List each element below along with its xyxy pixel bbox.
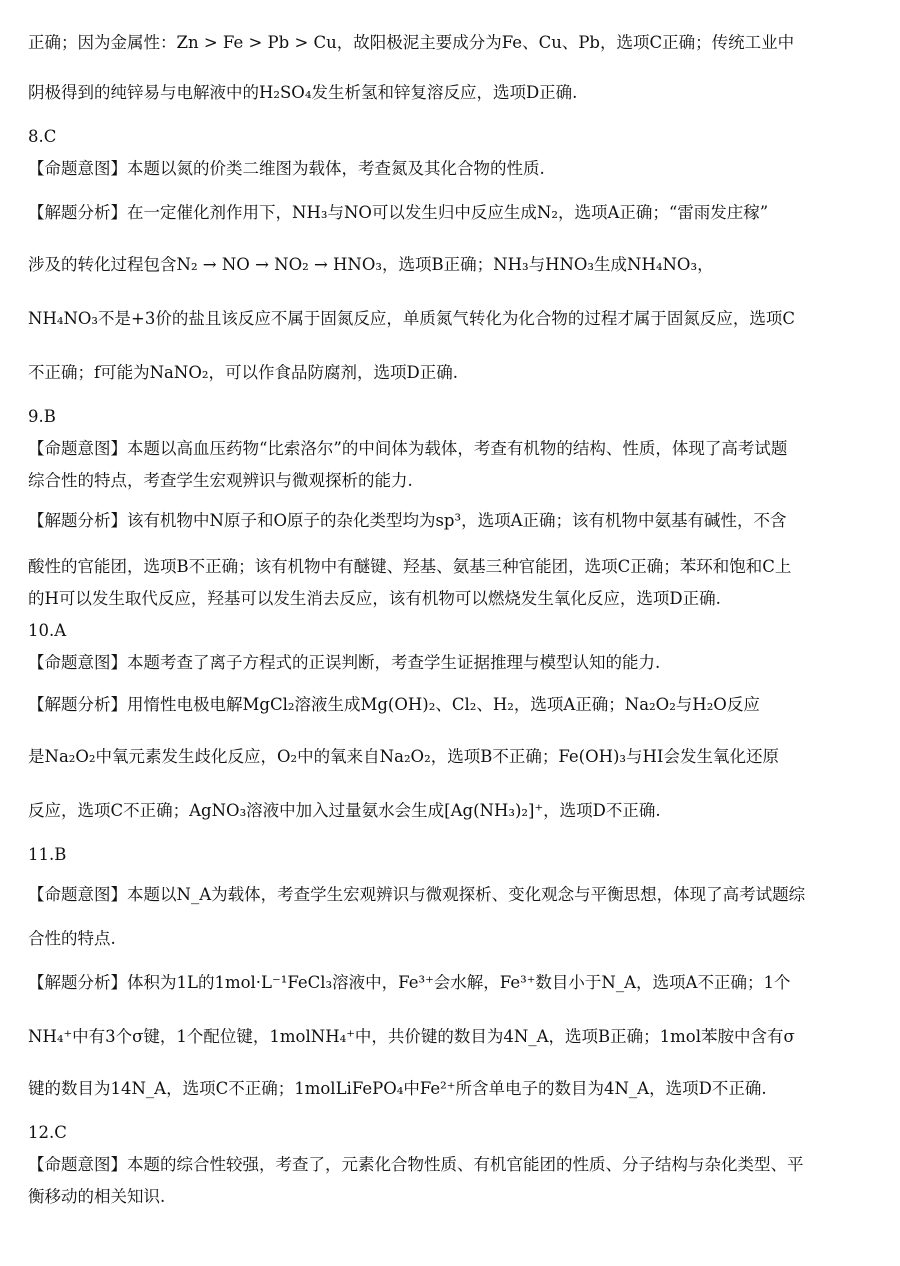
- text-line: 【解题分析】用惰性电极电解MgCl₂溶液生成Mg(OH)₂、Cl₂、H₂，选项A正确；Na₂O₂与H₂O反应: [28, 695, 760, 714]
- text-line: 键的数目为14N_A，选项C不正确；1molLiFePO₄中Fe²⁺所含单电子的数目为4N_A，选项D不正确.: [28, 1079, 767, 1098]
- answer-heading: 11.B: [28, 845, 67, 864]
- text-line: 【解题分析】体积为1L的1mol·L⁻¹FeCl₃溶液中，Fe³⁺会水解，Fe³⁺数目小于N_A，选项A不正确；1个: [28, 973, 791, 992]
- text-line: 阴极得到的纯锌易与电解液中的H₂SO₄发生析氢和锌复溶反应，选项D正确.: [28, 83, 578, 102]
- text-line: NH₄⁺中有3个σ键，1个配位键，1molNH₄⁺中，共价键的数目为4N_A，选项B正确；1mol苯胺中含有σ: [28, 1027, 795, 1046]
- answer-heading: 12.C: [28, 1123, 67, 1142]
- text-line: 【解题分析】在一定催化剂作用下，NH₃与NO可以发生归中反应生成N₂，选项A正确；“雷雨发庄稼”: [28, 203, 769, 222]
- text-line: 正确；因为金属性：Zn > Fe > Pb > Cu，故阳极泥主要成分为Fe、Cu、Pb，选项C正确；传统工业中: [28, 33, 795, 52]
- text-line: 合性的特点.: [28, 929, 116, 948]
- text-line: 【解题分析】该有机物中N原子和O原子的杂化类型均为sp³，选项A正确；该有机物中氨基有碱性，不含: [28, 511, 787, 530]
- text-line: 的H可以发生取代反应，羟基可以发生消去反应，该有机物可以燃烧发生氧化反应，选项D正确.: [28, 589, 721, 608]
- text-line: 【命题意图】本题以高血压药物“比索洛尔”的中间体为载体，考查有机物的结构、性质，体现了高考试题: [28, 439, 788, 458]
- text-line: 衡移动的相关知识.: [28, 1187, 166, 1206]
- text-line: 是Na₂O₂中氧元素发生歧化反应，O₂中的氧来自Na₂O₂，选项B不正确；Fe(OH)₃与HI会发生氧化还原: [28, 747, 779, 766]
- answer-heading: 9.B: [28, 407, 56, 426]
- text-line: 涉及的转化过程包含N₂ → NO → NO₂ → HNO₃，选项B正确；NH₃与HNO₃生成NH₄NO₃，: [28, 255, 714, 274]
- text-line: NH₄NO₃不是+3价的盐且该反应不属于固氮反应，单质氮气转化为化合物的过程才属于固氮反应，选项C: [28, 309, 795, 328]
- answer-heading: 8.C: [28, 127, 57, 146]
- text-line: 不正确；f可能为NaNO₂，可以作食品防腐剂，选项D正确.: [28, 363, 458, 382]
- text-line: 【命题意图】本题的综合性较强，考查了，元素化合物性质、有机官能团的性质、分子结构与杂化类型、平: [28, 1155, 804, 1174]
- text-line: 酸性的官能团，选项B不正确；该有机物中有醚键、羟基、氨基三种官能团，选项C正确；苯环和饱和C上: [28, 557, 792, 576]
- text-line: 【命题意图】本题以氮的价类二维图为载体，考查氮及其化合物的性质.: [28, 159, 545, 178]
- text-line: 综合性的特点，考查学生宏观辨识与微观探析的能力.: [28, 471, 413, 490]
- text-line: 【命题意图】本题考查了离子方程式的正误判断，考查学生证据推理与模型认知的能力.: [28, 653, 661, 672]
- text-line: 反应，选项C不正确；AgNO₃溶液中加入过量氨水会生成[Ag(NH₃)₂]⁺，选项D不正确.: [28, 801, 661, 820]
- answer-heading: 10.A: [28, 621, 67, 640]
- text-line: 【命题意图】本题以N_A为载体，考查学生宏观辨识与微观探析、变化观念与平衡思想，体现了高考试题综: [28, 885, 806, 904]
